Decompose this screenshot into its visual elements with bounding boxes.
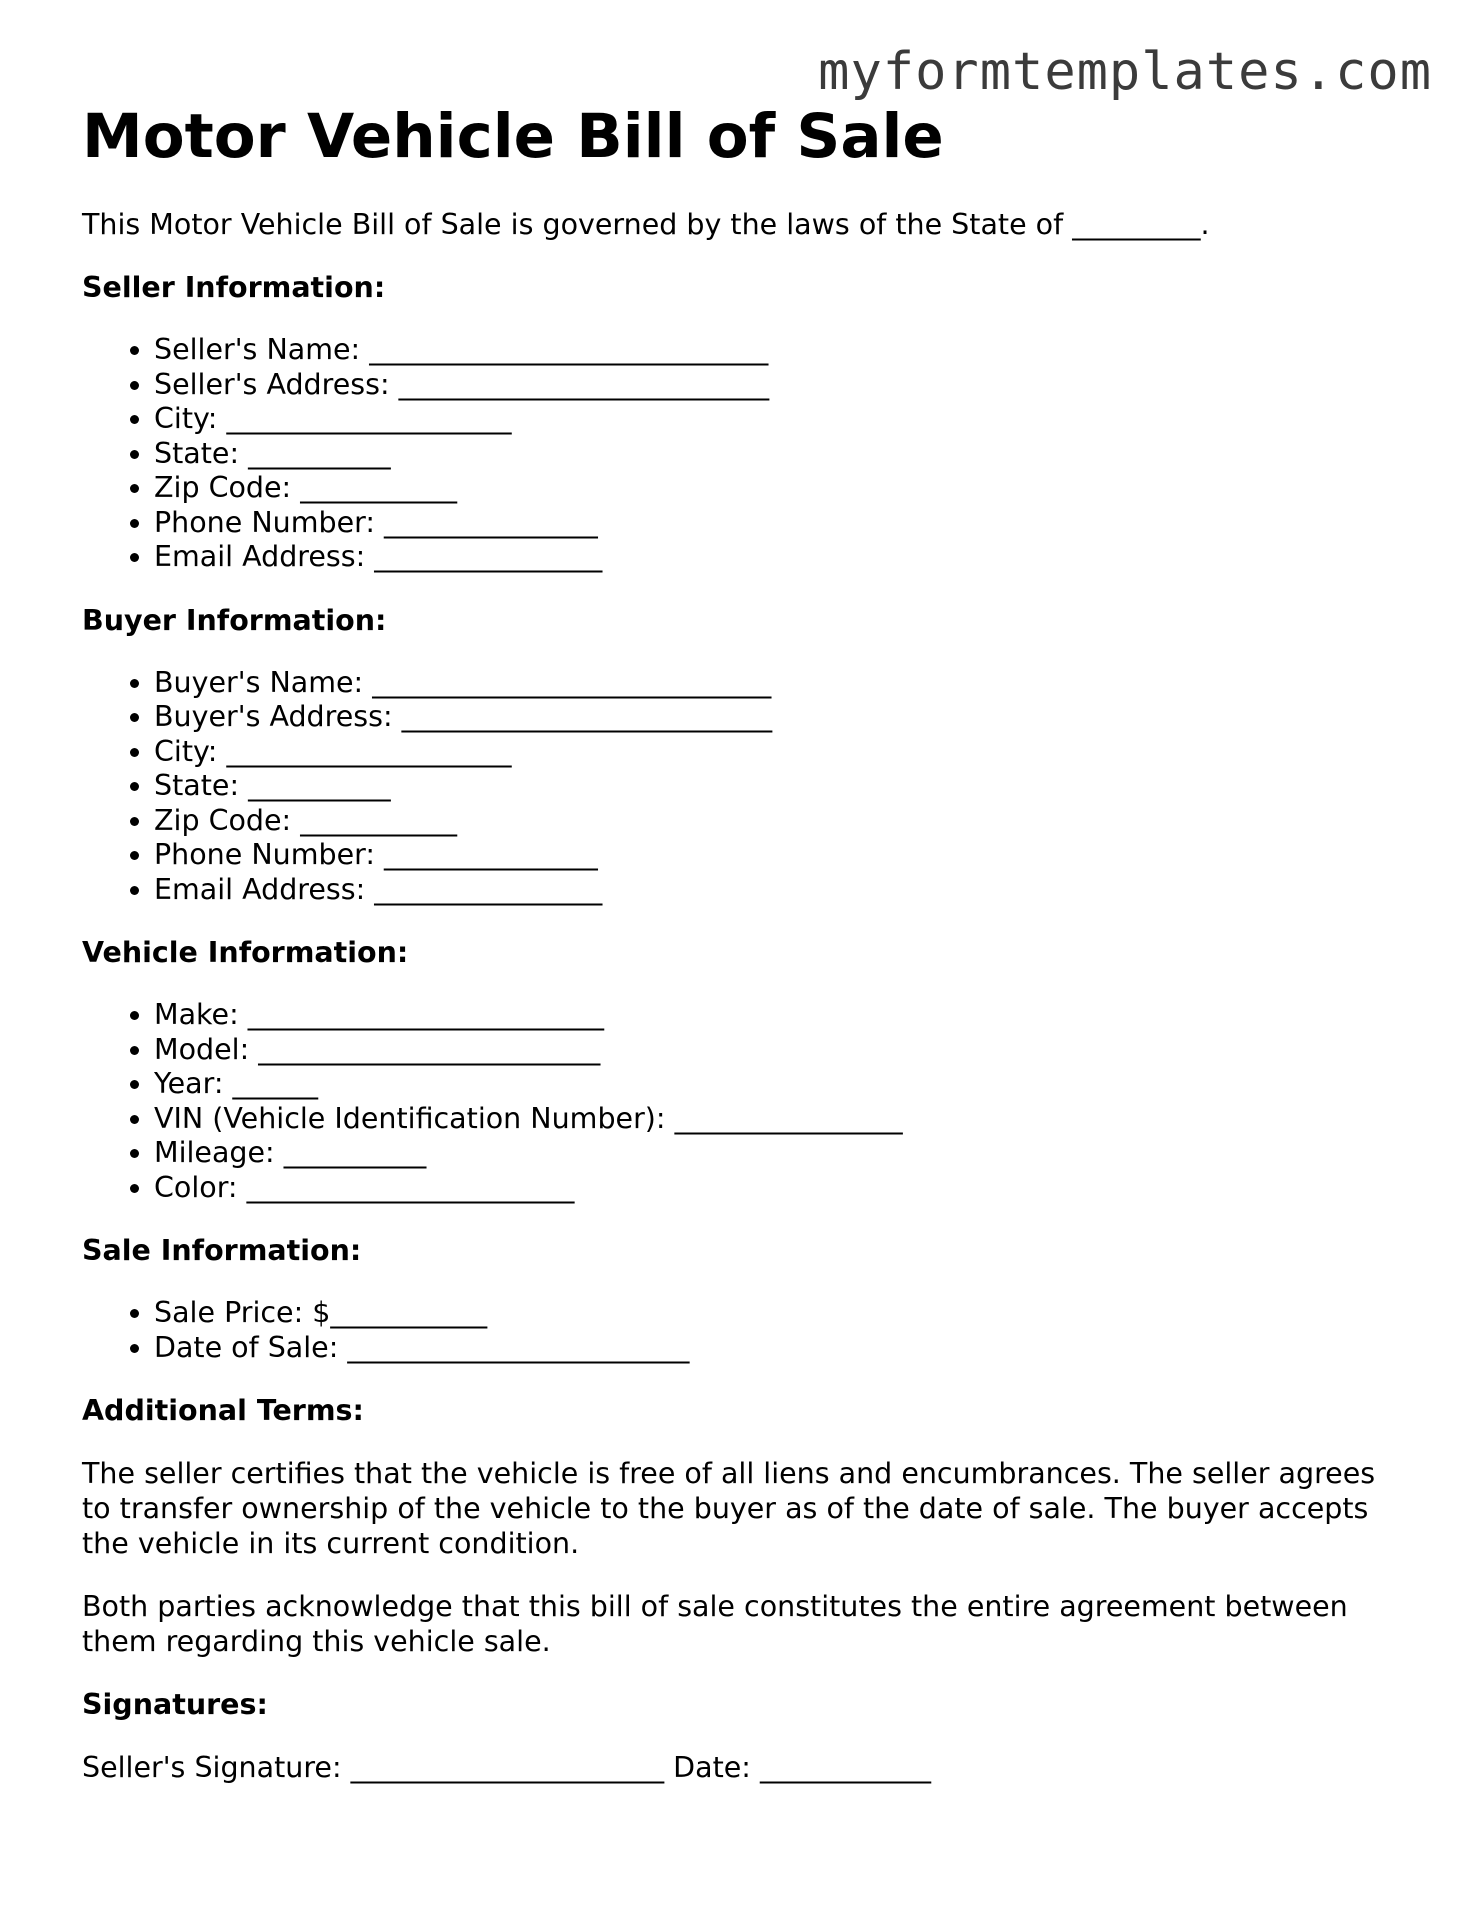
watermark: myformtemplates.com: [818, 42, 1432, 102]
seller-name-field: • Seller's Name: ____________________________: [154, 333, 1402, 368]
seller-signature-line: Seller's Signature: ______________________ Date: ____________: [82, 1751, 931, 1785]
buyer-address-field: • Buyer's Address: __________________________: [154, 700, 1402, 735]
buyer-city-field: • City: ____________________: [154, 735, 1402, 770]
vehicle-model-field: • Model: ________________________: [154, 1033, 1402, 1068]
vehicle-list: [82, 998, 1402, 1205]
document-title: Motor Vehicle Bill of Sale: [82, 101, 944, 172]
seller-city-field: • City: ____________________: [154, 402, 1402, 437]
seller-list: [82, 333, 1402, 575]
seller-state-field: • State: __________: [154, 437, 1402, 472]
agreement-paragraph: Both parties acknowledge that this bill of sale constitutes the entire agreement between them regarding this vehicle sale.: [82, 1590, 1348, 1659]
intro-text: This Motor Vehicle Bill of Sale is governed by the laws of the State of _________.: [82, 208, 1210, 242]
vehicle-year-field: • Year: ______: [154, 1067, 1402, 1102]
seller-heading: Seller Information:: [82, 271, 386, 305]
vehicle-color-field: • Color: _______________________: [154, 1171, 1402, 1206]
seller-email-field: • Email Address: ________________: [154, 540, 1402, 575]
signatures-heading: Signatures:: [82, 1688, 268, 1722]
buyer-email-field: • Email Address: ________________: [154, 873, 1402, 908]
buyer-name-field: • Buyer's Name: ____________________________: [154, 666, 1402, 701]
vehicle-mileage-field: • Mileage: __________: [154, 1136, 1402, 1171]
sale-price-field: • Sale Price: $___________: [154, 1296, 1402, 1331]
vehicle-vin-field: • VIN (Vehicle Identification Number): ________________: [154, 1102, 1402, 1137]
sale-list: [82, 1296, 1402, 1365]
seller-address-field: • Seller's Address: __________________________: [154, 368, 1402, 403]
seller-zip-field: • Zip Code: ___________: [154, 471, 1402, 506]
buyer-state-field: • State: __________: [154, 769, 1402, 804]
terms-heading: Additional Terms:: [82, 1394, 364, 1428]
buyer-heading: Buyer Information:: [82, 603, 387, 637]
sale-date-field: • Date of Sale: ________________________: [154, 1331, 1402, 1366]
vehicle-make-field: • Make: _________________________: [154, 998, 1402, 1033]
buyer-zip-field: • Zip Code: ___________: [154, 804, 1402, 839]
document-page: [82, 100, 1402, 1785]
sale-heading: Sale Information:: [82, 1234, 362, 1268]
terms-paragraph: The seller certifies that the vehicle is free of all liens and encumbrances. The seller agrees to transfer ownership of the vehicle to the buyer as of the date of sale. The buyer accepts the vehicle in its current condition.: [82, 1457, 1376, 1561]
buyer-list: [82, 666, 1402, 908]
seller-phone-field: • Phone Number: _______________: [154, 506, 1402, 541]
vehicle-heading: Vehicle Information:: [82, 936, 409, 970]
buyer-phone-field: • Phone Number: _______________: [154, 838, 1402, 873]
